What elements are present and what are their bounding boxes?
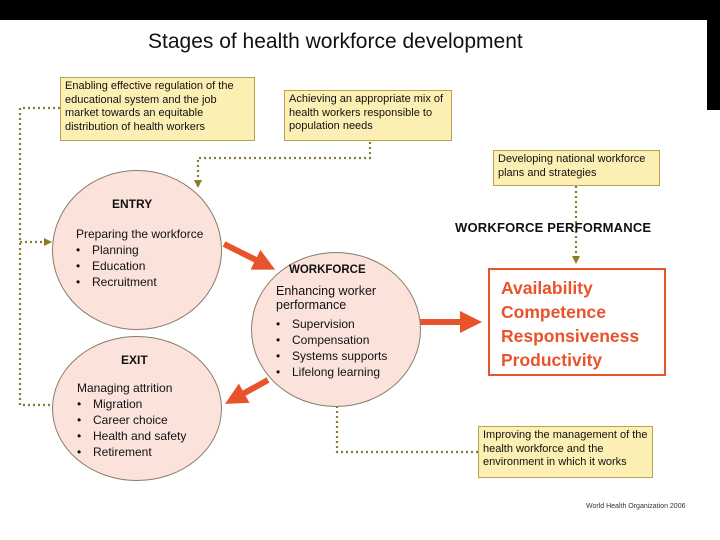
outcome-availability: Availability <box>501 278 593 298</box>
list-item: • Retirement <box>77 444 186 460</box>
list-item: • Recruitment <box>76 274 157 290</box>
red-arrow-entry-to-workforce <box>224 244 268 266</box>
source-credit: World Health Organization 2006 <box>586 503 686 510</box>
workforce-subtitle: Enhancing worker performance <box>276 284 377 312</box>
list-item: • Compensation <box>276 332 387 348</box>
list-item: • Career choice <box>77 412 186 428</box>
note-workforce-management: Improving the management of the health workforce and the environment in which it works <box>478 426 653 478</box>
entry-heading: ENTRY <box>112 197 153 211</box>
performance-heading: WORKFORCE PERFORMANCE <box>455 220 652 235</box>
note-workforce-mix: Achieving an appropriate mix of health workers responsible to population needs <box>284 90 452 141</box>
exit-heading: EXIT <box>121 353 148 367</box>
list-item: • Education <box>76 258 157 274</box>
dotted-connector-mix <box>198 142 370 186</box>
outcome-productivity: Productivity <box>501 350 603 370</box>
red-arrow-workforce-to-exit <box>232 380 268 400</box>
list-item: • Planning <box>76 242 157 258</box>
workforce-heading: WORKFORCE <box>289 264 366 276</box>
entry-subtitle: Preparing the workforce <box>76 227 204 241</box>
outcome-competence: Competence <box>501 302 607 322</box>
list-item: • Systems supports <box>276 348 387 364</box>
entry-list <box>76 242 157 290</box>
performance-outcomes-box <box>488 268 666 376</box>
list-item: • Supervision <box>276 316 387 332</box>
exit-subtitle: Managing attrition <box>77 381 173 395</box>
note-workforce-plans: Developing national workforce plans and strategies <box>493 150 660 186</box>
outcome-responsiveness: Responsiveness <box>501 326 640 346</box>
list-item: • Health and safety <box>77 428 186 444</box>
dotted-connector-management <box>337 400 478 452</box>
list-item: • Lifelong learning <box>276 364 387 380</box>
note-regulation: Enabling effective regulation of the educational system and the job market towards an equitable distribution of health workers <box>60 77 255 141</box>
exit-list <box>77 396 186 460</box>
list-item: • Migration <box>77 396 186 412</box>
workforce-list <box>276 316 387 380</box>
page-title: Stages of health workforce development <box>148 30 523 53</box>
